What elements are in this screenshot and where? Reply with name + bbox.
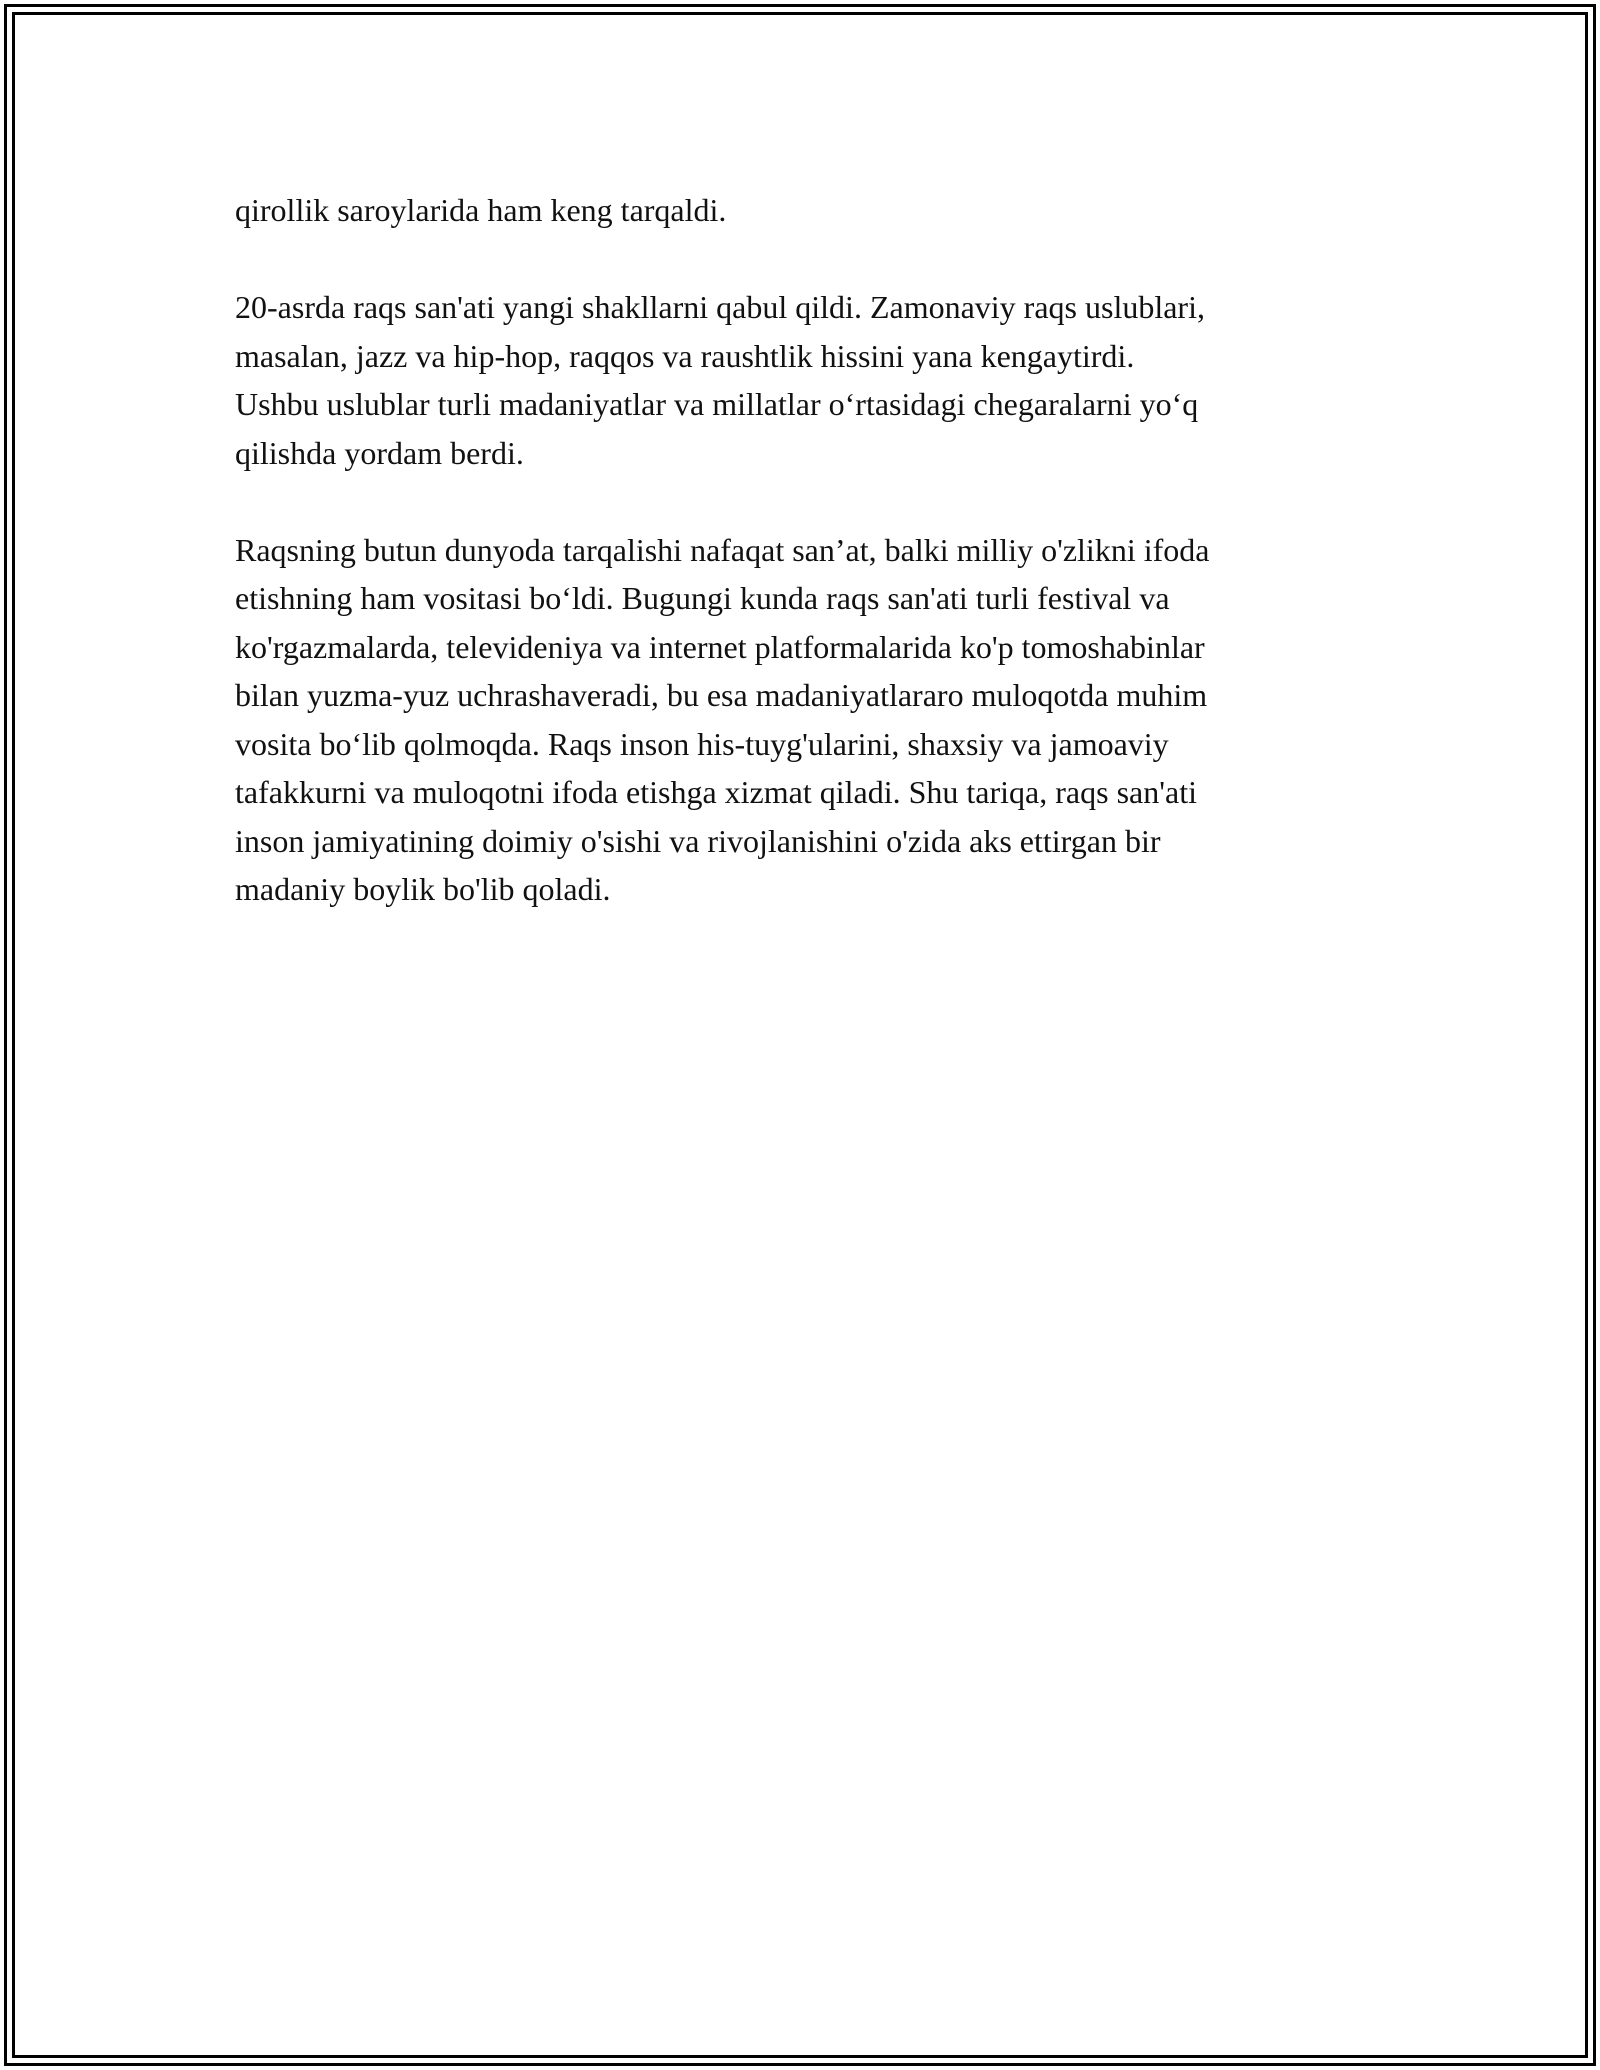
text-line: qirollik saroylarida ham keng tarqaldi. — [235, 192, 727, 228]
text-line: bilan yuzma-yuz uchrashaveradi, bu esa madaniyatlararo muloqotda muhim — [235, 677, 1208, 713]
paragraph-3 — [235, 526, 1375, 914]
text-line: etishning ham vositasi bo‘ldi. Bugungi kunda raqs san'ati turli festival va — [235, 580, 1170, 616]
text-line: vosita bo‘lib qolmoqda. Raqs inson his-tuyg'ularini, shaxsiy va jamoaviy — [235, 725, 1169, 762]
paragraph-1 — [235, 186, 1375, 235]
text-line: tafakkurni va muloqotni ifoda etishga xizmat qiladi. Shu tariqa, raqs san'ati — [235, 774, 1197, 810]
text-line: Raqsning butun dunyoda tarqalishi nafaqat san’at, balki milliy o'zlikni ifoda — [235, 531, 1210, 568]
text-line: qilishda yordam berdi. — [235, 434, 524, 471]
text-line: madaniy boylik bo'lib qoladi. — [235, 871, 611, 907]
text-line: Ushbu uslublar turli madaniyatlar va millatlar o‘rtasidagi chegaralarni yo‘q — [235, 386, 1199, 422]
text-line: ko'rgazmalarda, televideniya va internet platformalarida ko'p tomoshabinlar — [235, 628, 1205, 665]
text-line: 20-asrda raqs san'ati yangi shakllarni qabul qildi. Zamonaviy raqs uslublari, — [235, 289, 1205, 325]
text-line: masalan, jazz va hip-hop, raqqos va raushtlik hissini yana kengaytirdi. — [235, 337, 1135, 374]
text-line: inson jamiyatining doimiy o'sishi va rivojlanishini o'zida aks ettirgan bir — [235, 822, 1161, 859]
document-body — [235, 186, 1375, 962]
paragraph-2 — [235, 283, 1375, 477]
